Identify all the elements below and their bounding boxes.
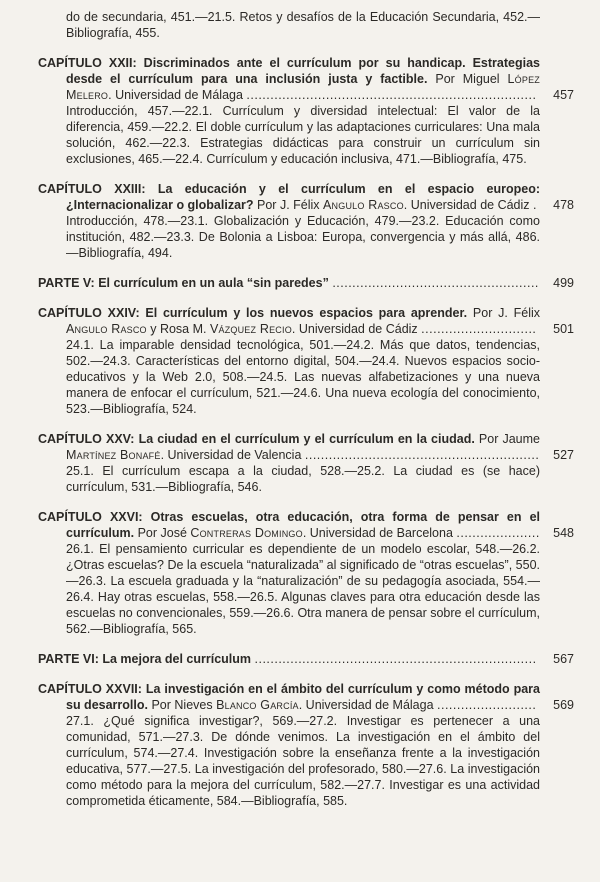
dot-leader: .......................................................................: [254, 652, 537, 666]
chapter-heading: [38, 681, 574, 713]
chapter-subsections: 24.1. La imparable densidad tecnológica, 501.—24.2. Más que datos, tendencias, 502.—24.3. Características del entorno digital, 504.—24.4. Nuevos espacios socio-educativos y la Web 2.0, 508.—24.5. Las nuevas alfabetizaciones y una nueva manera de enfocar el currículum, 521.—24.6. Una nueva ecología del conocimiento, 523.—Bibliografía, 524.: [66, 338, 540, 416]
author-name: Contreras Domingo: [190, 526, 303, 540]
chapter-heading: [38, 431, 574, 463]
page-number: 567: [553, 652, 574, 666]
page-number: 499: [553, 276, 574, 290]
byline-text: . Universidad de Cádiz: [291, 322, 418, 336]
toc-entry: [38, 275, 574, 291]
toc-entry: [38, 305, 574, 417]
byline-text: . Universidad de Valencia: [160, 448, 302, 462]
chapter-title: CAPÍTULO XXV: La ciudad en el currículum y el currículum en la ciudad.: [38, 432, 475, 446]
chapter-subsections: Introducción, 478.—23.1. Globalización y Educación, 479.—23.2. Educación como institución, 482.—23.3. De Bolonia a Lisboa: Europa, convergencia y más allá, 486.—Bibliografía, 494.: [66, 214, 540, 260]
dot-leader: ...........................................................: [304, 448, 540, 462]
byline-text: . Universidad de Málaga: [298, 698, 434, 712]
byline-text: Por Nieves: [151, 698, 217, 712]
chapter-subsections: 25.1. El currículum escapa a la ciudad, 528.—25.2. La ciudad es (se hace) currículum, 531.—Bibliografía, 546.: [66, 464, 540, 494]
page-number: 457: [553, 88, 574, 102]
part-title: PARTE V: El currículum en un aula “sin paredes”: [38, 276, 329, 290]
page-number: 548: [553, 526, 574, 540]
page-number: 527: [553, 448, 574, 462]
chapter-byline: [151, 698, 433, 712]
byline-text: Por Miguel: [435, 72, 508, 86]
dot-leader: .............................: [421, 322, 537, 336]
part-title: PARTE VI: La mejora del currículum: [38, 652, 252, 666]
toc-entry: [38, 181, 574, 261]
part-heading: [38, 275, 574, 291]
chapter-subsections: 27.1. ¿Qué significa investigar?, 569.—27.2. Investigar es pertenecer a una comunidad, 571.—27.3. De dónde venimos. La investigación en el ámbito del currículum, 574.—27.4. Investigación sobre la enseñanza frente a la investigación educativa, 577.—27.5. La investigación del profesorado, 580.—27.6. La investigación como método para la mejora del currículum, 582.—27.7. Investigar es una actividad comprometida éticamente, 584.—Bibliografía, 585.: [66, 714, 540, 808]
part-heading: [38, 651, 574, 667]
byline-text: Por J. Félix: [257, 198, 324, 212]
dot-leader: .: [533, 198, 537, 212]
page-number: 478: [553, 198, 574, 212]
dot-leader: .....................: [456, 526, 540, 540]
chapter-subsections: 26.1. El pensamiento curricular es dependiente de un modelo escolar, 548.—26.2. ¿Otras escuelas? De la escuela “naturalizada” al significado de “otras escuelas”, 550.—26.3. La escuela graduada y la “naturalización” de su pedagogía asociada, 554.—26.4. Hay otras escuelas, 558.—26.5. Algunas claves para otra educación desde las escuelas no convencionales, 559.—26.6. Otra manera de pensar sobre el currículum, 562.—Bibliografía, 565.: [66, 542, 540, 636]
page-number: 501: [553, 322, 574, 336]
toc-continuation-text: do de secundaria, 451.—21.5. Retos y desafíos de la Educación Secundaria, 452.—Bibliografía, 455.: [66, 10, 540, 40]
author-name: López Melero: [66, 72, 540, 102]
byline-text: . Universidad de Cádiz: [403, 198, 530, 212]
author-name: Angulo Rasco: [66, 322, 147, 336]
chapter-heading: [38, 55, 574, 103]
toc-entry: [38, 55, 574, 167]
author-name: Angulo Rasco: [323, 198, 404, 212]
chapter-heading: [38, 305, 574, 337]
chapter-title: CAPÍTULO XXVII: La investigación en el ámbito del currículum y como método para su desarrollo.: [38, 682, 540, 712]
chapter-heading: [38, 181, 574, 213]
page-number: 569: [553, 698, 574, 712]
chapter-subsections: Introducción, 457.—22.1. Currículum y diversidad intelectual: El valor de la diferencia, 459.—22.2. El doble currículum y las adaptaciones curriculares: Una mala solución, 462.—22.3. Estrategias didácticas para construir un currículum sin exclusiones, 465.—22.4. Currículum y educación inclusiva, 471.—Bibliografía, 475.: [66, 104, 540, 166]
chapter-title: CAPÍTULO XXIV: El currículum y los nuevos espacios para aprender.: [38, 306, 468, 320]
author-name: Vázquez Recio: [209, 322, 292, 336]
byline-text: Por Jaume: [478, 432, 540, 446]
byline-text: . Universidad de Barcelona: [302, 526, 453, 540]
dot-leader: ....................................................: [332, 276, 539, 290]
chapter-byline: [138, 526, 453, 540]
toc-entry: [38, 509, 574, 637]
byline-text: Por J. Félix: [472, 306, 541, 320]
dot-leader: .........................................................................: [246, 88, 537, 102]
byline-text: y Rosa M.: [146, 322, 210, 336]
toc-entries: [38, 55, 574, 809]
toc-entry: [38, 431, 574, 495]
chapter-title: CAPÍTULO XXVI: Otras escuelas, otra educación, otra forma de pensar en el currículum.: [38, 510, 540, 540]
byline-text: . Universidad de Málaga: [108, 88, 243, 102]
chapter-heading: [38, 509, 574, 541]
dot-leader: .........................: [437, 698, 537, 712]
toc-entry: [38, 651, 574, 667]
chapter-title: CAPÍTULO XXIII: La educación y el currículum en el espacio europeo: ¿Internacionalizar o globalizar?: [38, 182, 540, 212]
chapter-byline: [257, 198, 530, 212]
chapter-title: CAPÍTULO XXII: Discriminados ante el currículum por su handicap. Estrategias desde el currículum para una inclusión justa y factible.: [38, 56, 540, 86]
toc-entry: [38, 681, 574, 809]
author-name: Martínez Bonafé: [66, 448, 161, 462]
author-name: Blanco García: [216, 698, 299, 712]
byline-text: Por José: [137, 526, 191, 540]
